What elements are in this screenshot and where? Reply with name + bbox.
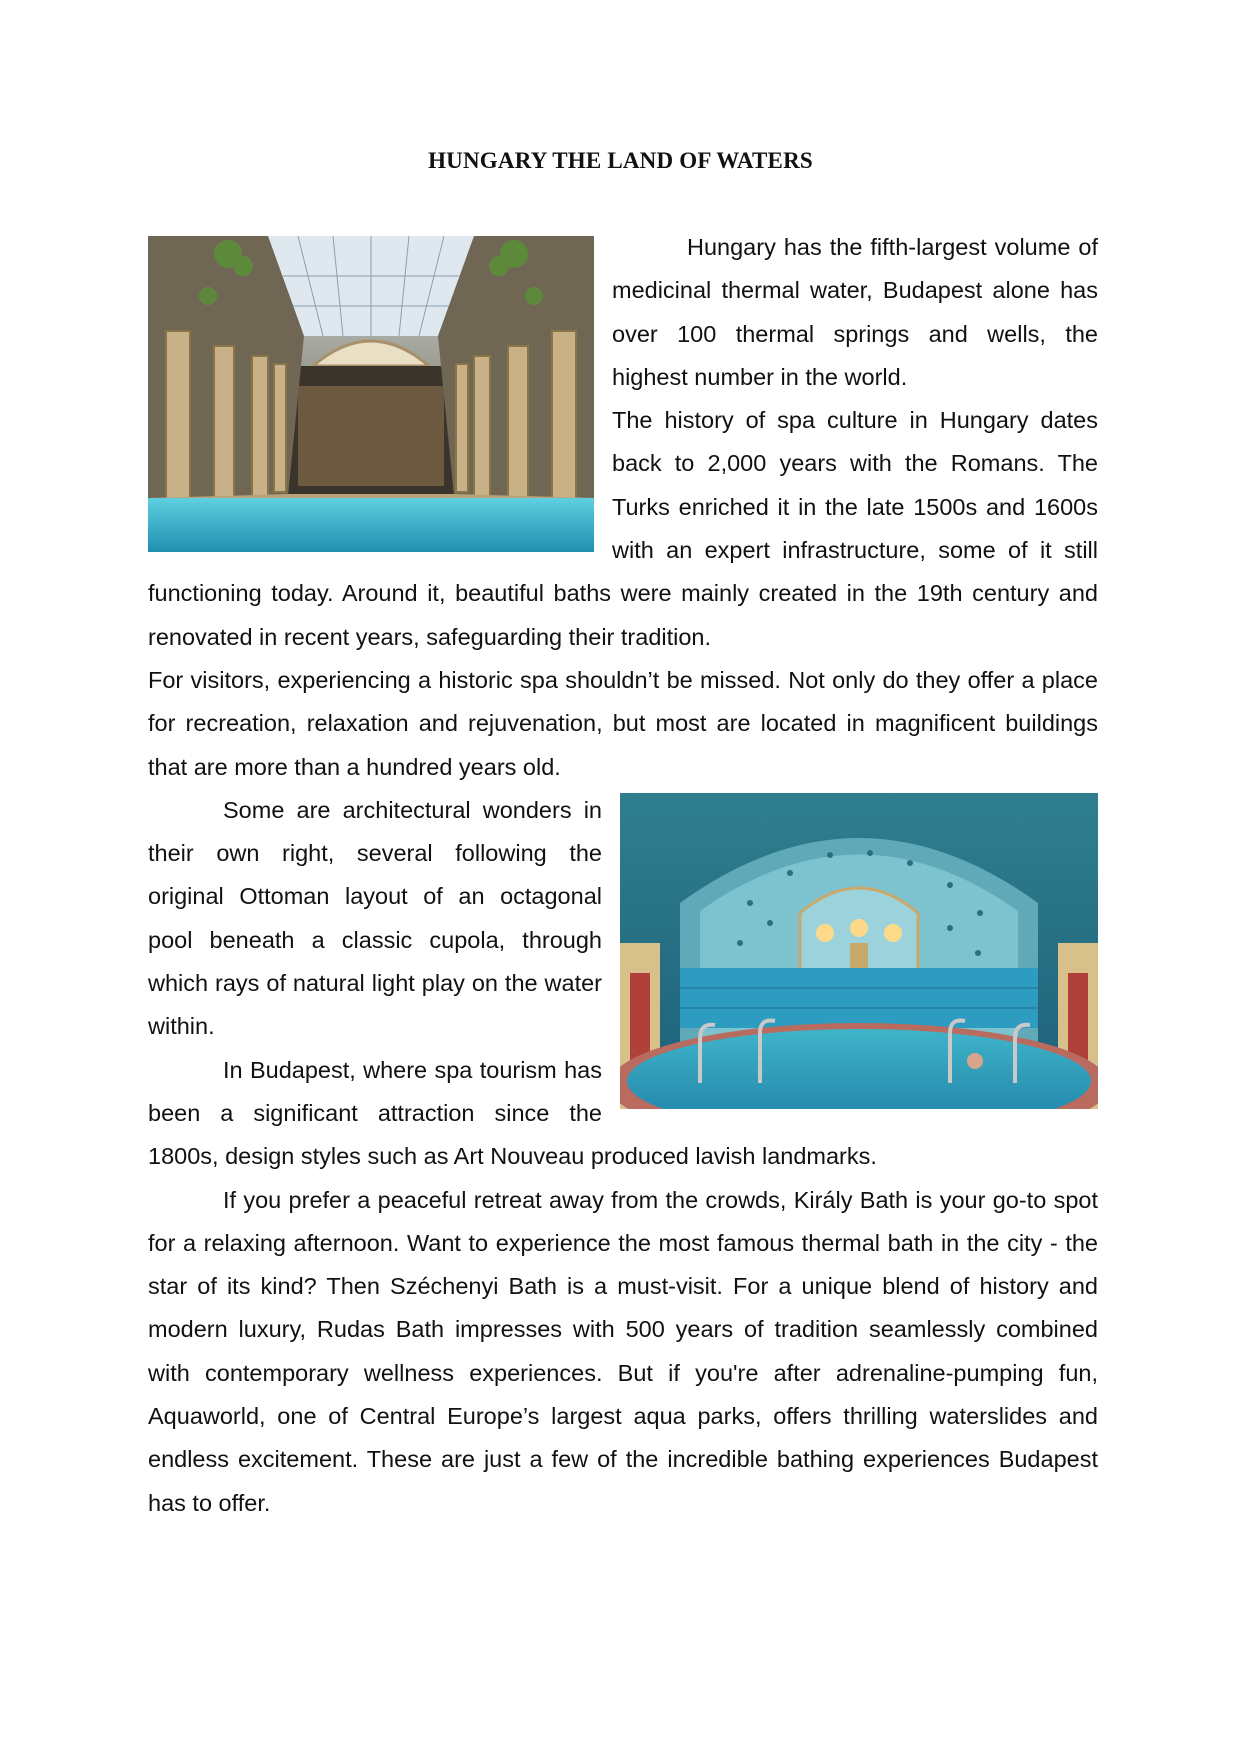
thermal-pool-mosaic-photo	[620, 793, 1098, 1109]
thermal-bath-hall-photo	[148, 236, 594, 552]
article-body	[148, 226, 1098, 1525]
paragraph-6: If you prefer a peaceful retreat away from the crowds, Király Bath is your go-to spot for a relaxing afternoon. Want to experience the most famous thermal bath in the city - the star of its kind? Then Széchenyi Bath is a must-visit. For a unique blend of history and modern luxury, Rudas Bath impresses with 500 years of tradition seamlessly combined with contemporary wellness experiences. But if you're after adrenaline-pumping fun, Aquaworld, one of Central Europe’s largest aqua parks, offers thrilling waterslides and endless excitement. These are just a few of the incredible bathing experiences Budapest has to offer.	[148, 1186, 1098, 1516]
paragraph-4: Some are architectural wonders in their own right, several following the original Ottoman layout of an octagonal pool beneath a classic cupola, through which rays of natural light play on the water within.	[148, 796, 602, 1040]
paragraph-2: The history of spa culture in Hungary dates back to 2,000 years with the Romans. The Turks enriched it in the late 1500s and 1600s with an expert infrastructure, some of it still functioning today. Around it, beautiful baths were mainly created in the 19th century and renovated in recent years, safeguarding their tradition.	[148, 407, 1098, 650]
paragraph-5: In Budapest, where spa tourism has been a significant attraction since the 1800s, design styles such as Art Nouveau produced lavish landmarks.	[148, 1056, 877, 1170]
paragraph-3: For visitors, experiencing a historic spa shouldn’t be missed. Not only do they offer a place for recreation, relaxation and rejuvenation, but most are located in magnificent buildings that are more than a hundred years old.	[148, 666, 1098, 780]
page-title: HUNGARY THE LAND OF WATERS	[428, 148, 813, 173]
paragraph-1: Hungary has the fifth-largest volume of medicinal thermal water, Budapest alone has over 100 thermal springs and wells, the highest number in the world.	[612, 234, 1098, 390]
